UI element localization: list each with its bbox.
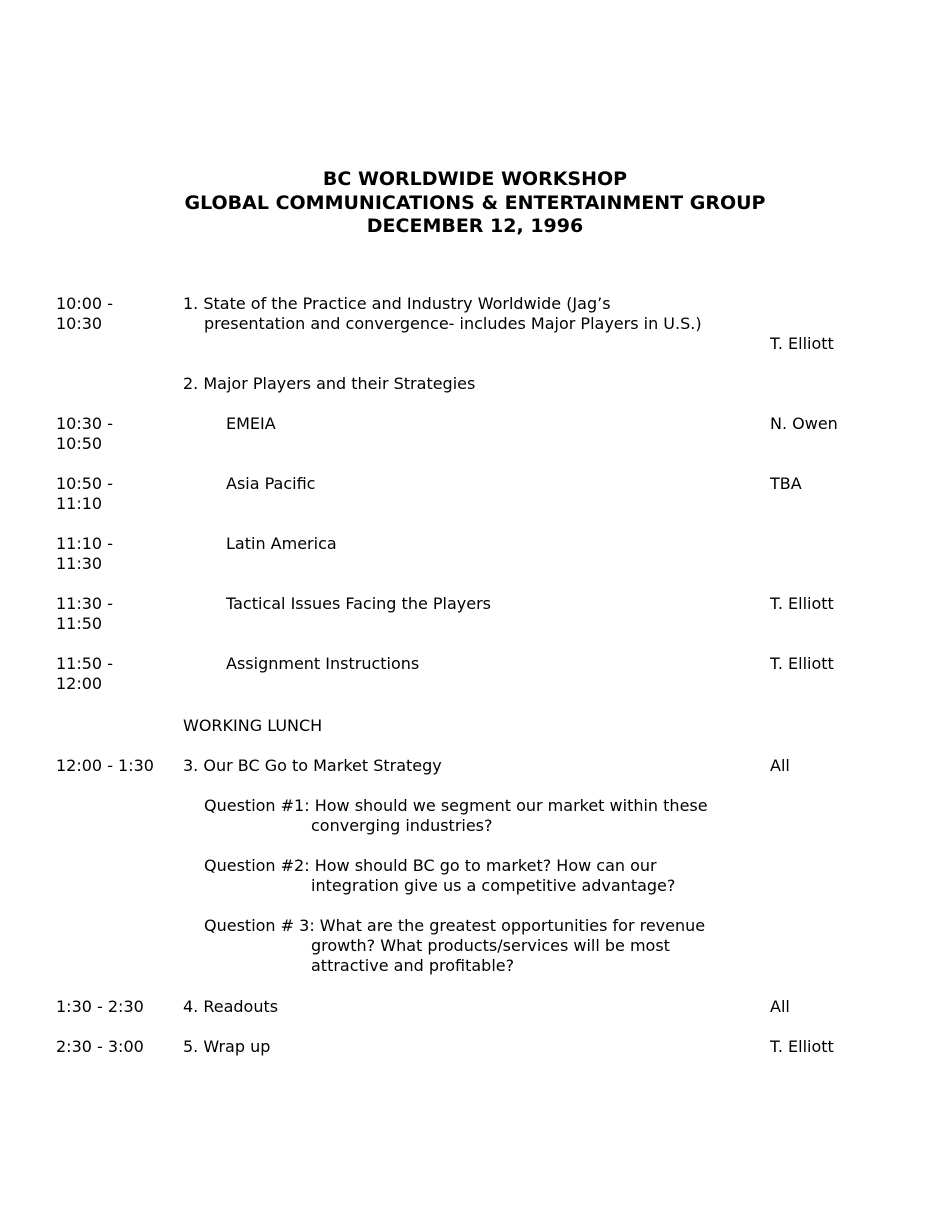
document-title bbox=[0, 168, 950, 239]
subitem2-presenter: TBA bbox=[770, 474, 802, 493]
item4-presenter: All bbox=[770, 997, 790, 1016]
subitem1-time-end: 10:50 bbox=[56, 434, 103, 453]
question2-line1: Question #2: How should BC go to market? How can our bbox=[204, 856, 657, 875]
subitem2-title: Asia Pacific bbox=[226, 474, 316, 493]
subitem2-time-end: 11:10 bbox=[56, 494, 103, 513]
subitem1-title: EMEIA bbox=[226, 414, 276, 433]
item4-time: 1:30 - 2:30 bbox=[56, 997, 144, 1016]
item1-time-start: 10:00 - bbox=[56, 294, 113, 313]
subitem3-title: Latin America bbox=[226, 534, 337, 553]
item1-time-end: 10:30 bbox=[56, 314, 103, 333]
question3-line2: growth? What products/services will be most bbox=[311, 936, 670, 955]
item3-title: 3. Our BC Go to Market Strategy bbox=[183, 756, 442, 775]
subitem5-presenter: T. Elliott bbox=[770, 654, 834, 673]
subitem5-time-start: 11:50 - bbox=[56, 654, 113, 673]
subitem1-time-start: 10:30 - bbox=[56, 414, 113, 433]
question3-line1: Question # 3: What are the greatest opportunities for revenue bbox=[204, 916, 706, 935]
subitem5-time-end: 12:00 bbox=[56, 674, 103, 693]
item1-title: 1. State of the Practice and Industry Worldwide (Jag’s bbox=[183, 294, 611, 313]
item2-title: 2. Major Players and their Strategies bbox=[183, 374, 476, 393]
question2-line2: integration give us a competitive advantage? bbox=[311, 876, 676, 895]
item1-presenter: T. Elliott bbox=[770, 334, 834, 353]
subitem3-time-end: 11:30 bbox=[56, 554, 103, 573]
item5-presenter: T. Elliott bbox=[770, 1037, 834, 1056]
subitem4-title: Tactical Issues Facing the Players bbox=[226, 594, 492, 613]
item5-title: 5. Wrap up bbox=[183, 1037, 271, 1056]
subitem4-presenter: T. Elliott bbox=[770, 594, 834, 613]
subitem1-presenter: N. Owen bbox=[770, 414, 838, 433]
item4-title: 4. Readouts bbox=[183, 997, 279, 1016]
item3-presenter: All bbox=[770, 756, 790, 775]
item5-time: 2:30 - 3:00 bbox=[56, 1037, 144, 1056]
question3-line3: attractive and profitable? bbox=[311, 956, 515, 975]
working-lunch: WORKING LUNCH bbox=[183, 716, 323, 735]
title-line-3: DECEMBER 12, 1996 bbox=[366, 215, 584, 237]
item3-time: 12:00 - 1:30 bbox=[56, 756, 154, 775]
title-line-1: BC WORLDWIDE WORKSHOP bbox=[322, 168, 628, 190]
subitem5-title: Assignment Instructions bbox=[226, 654, 420, 673]
title-line-2: GLOBAL COMMUNICATIONS & ENTERTAINMENT GROUP bbox=[184, 191, 766, 214]
question1-line1: Question #1: How should we segment our market within these bbox=[204, 796, 708, 815]
subitem2-time-start: 10:50 - bbox=[56, 474, 113, 493]
subitem4-time-start: 11:30 - bbox=[56, 594, 113, 613]
question1-line2: converging industries? bbox=[311, 816, 493, 835]
subitem3-time-start: 11:10 - bbox=[56, 534, 113, 553]
item1-title-cont: presentation and convergence- includes Major Players in U.S.) bbox=[204, 314, 702, 333]
subitem4-time-end: 11:50 bbox=[56, 614, 103, 633]
